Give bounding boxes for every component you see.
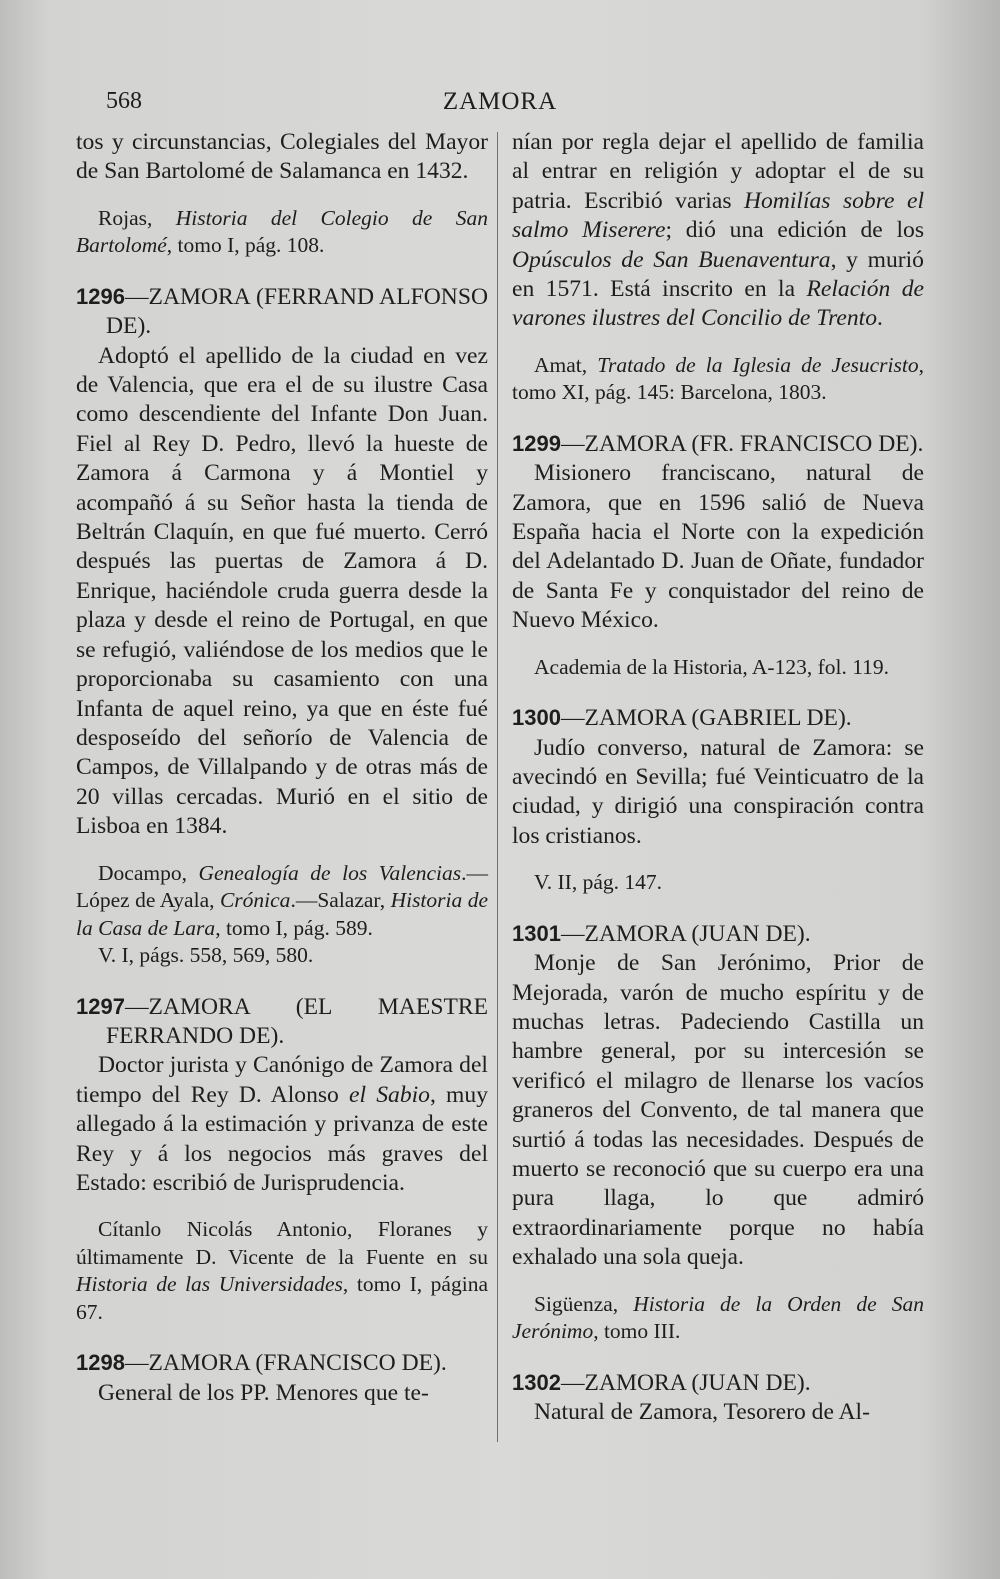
entry-heading bbox=[76, 992, 488, 1052]
reference: Docampo, Genealogía de los Valencias.—López de Ayala, Crónica.—Salazar, Historia de la Casa de Lara, tomo I, pág. 589. bbox=[76, 860, 488, 940]
entry-title: —ZAMORA (FRANCISCO DE). bbox=[124, 1350, 447, 1377]
entry-number: 1296 bbox=[76, 283, 125, 309]
entry-1298 bbox=[76, 1348, 488, 1408]
cross-reference: V. I, págs. 558, 569, 580. bbox=[98, 943, 314, 968]
entry-text: Misionero franciscano, natural de Zamora, que en 1596 salió de Nueva España hacia el Norte con la expedición del Adelantado D. Juan de Oñate, fundador de Santa Fe y conquistador del reino de Nuevo México. bbox=[512, 460, 924, 634]
entry-1300 bbox=[512, 703, 924, 897]
page-number: 568 bbox=[106, 88, 142, 114]
left-column bbox=[76, 128, 488, 1408]
entry-1296 bbox=[76, 282, 488, 970]
reference: Cítanlo Nicolás Antonio, Floranes y últimamente D. Vicente de la Fuente en su Historia de las Universidades, tomo I, página 67. bbox=[76, 1217, 488, 1324]
continued-paragraph: tos y circunstancias, Colegiales del Mayor de San Bartolomé de Salamanca en 1432. bbox=[76, 129, 488, 185]
entry-number: 1298 bbox=[76, 1350, 125, 1376]
entry-1299 bbox=[512, 429, 924, 681]
right-column bbox=[512, 128, 924, 1427]
reference: Amat, Tratado de la Iglesia de Jesucristo, tomo XI, pág. 145: Barcelona, 1803. bbox=[512, 352, 924, 405]
entry-heading bbox=[512, 1368, 924, 1398]
entry-number: 1300 bbox=[512, 705, 561, 731]
entry-text: Doctor jurista y Canónigo de Zamora del tiempo del Rey D. Alonso el Sabio, muy allegado á la estimación y privanza de este Rey y á los negocios más graves del Estado: escribió de Jurisprudencia. bbox=[76, 1052, 489, 1196]
entry-title: —ZAMORA (FR. FRANCISCO DE). bbox=[560, 430, 924, 457]
reference: Sigüenza, Historia de la Orden de San Jerónimo, tomo III. bbox=[512, 1291, 924, 1344]
entry-1297 bbox=[76, 992, 488, 1327]
running-head: ZAMORA bbox=[442, 88, 558, 115]
entry-number: 1301 bbox=[512, 920, 561, 946]
entry-title: —ZAMORA (GABRIEL DE). bbox=[560, 705, 852, 732]
reference: V. II, pág. 147. bbox=[534, 870, 662, 895]
entry-number: 1297 bbox=[76, 993, 125, 1019]
entry-text: Natural de Zamora, Tesorero de Al- bbox=[534, 1399, 870, 1425]
entry-title: —ZAMORA (JUAN DE). bbox=[560, 1369, 811, 1396]
entry-text: Judío converso, natural de Zamora: se avecindó en Sevilla; fué Veinticuatro de la ciudad, y dirigió una conspiración contra los cristianos. bbox=[512, 734, 924, 849]
page-header bbox=[0, 88, 1000, 128]
reference: Rojas, Historia del Colegio de San Bartolomé, tomo I, pág. 108. bbox=[76, 205, 488, 258]
entry-number: 1302 bbox=[512, 1369, 561, 1395]
entry-1301 bbox=[512, 919, 924, 1346]
entry-title: —ZAMORA (JUAN DE). bbox=[560, 920, 811, 947]
entry-1302 bbox=[512, 1368, 924, 1428]
reference: Academia de la Historia, A-123, fol. 119. bbox=[534, 654, 890, 679]
entry-number: 1299 bbox=[512, 430, 561, 456]
entry-title: —ZAMORA (FERRAND ALFONSO DE). bbox=[106, 283, 488, 340]
entry-heading bbox=[512, 703, 924, 733]
entry-heading bbox=[76, 1348, 488, 1378]
entry-text: Monje de San Jerónimo, Prior de Mejorada, varón de mucho espíritu y de muchas letras. Padeciendo Castilla un hambre general, por su intercesión se verificó el milagro de llenarse los vacíos graneros del Convento, de tal manera que surtió á todas las necesidades. Después de muerto se reconoció que su cuerpo era una pura llaga, lo que admiró extraordinariamente porque no había exhalado una sola queja. bbox=[512, 950, 924, 1271]
entry-text: Adoptó el apellido de la ciudad en vez de Valencia, que era el de su ilustre Casa como descendiente del Infante Don Juan. Fiel al Rey D. Pedro, llevó la hueste de Zamora á Carmona y á Montiel y acompañó á su Señor hasta la tienda de Beltrán Claquín, en que fué muerto. Cerró después las puertas de Zamora á D. Enrique, haciéndole cruda guerra desde la plaza y desde el reino de Portugal, en que se refugió, valiéndose de los medios que le proporcionaba su casamiento con una Infanta de aquel reino, ya que en éste fué desposeído del señorío de Valencia de Campos, de Villalpando y de otras más de 20 villas cercadas. Murió en el sitio de Lisboa en 1384. bbox=[76, 342, 488, 840]
entry-text: General de los PP. Menores que te- bbox=[98, 1379, 429, 1406]
entry-title: —ZAMORA (EL MAESTRE FERRANDO DE). bbox=[106, 993, 488, 1049]
column-divider bbox=[497, 132, 498, 1442]
entry-heading bbox=[512, 919, 924, 949]
entry-heading bbox=[76, 282, 488, 342]
entry-heading bbox=[512, 429, 924, 459]
continued-paragraph: nían por regla dejar el apellido de familia al entrar en religión y adoptar el de su patria. Escribió varias Homilías sobre el salmo Miserere; dió una edición de los Opúsculos de San Buenaventura, y murió en 1571. Está inscrito en la Relación de varones ilustres del Concilio de Trento. bbox=[512, 129, 925, 332]
